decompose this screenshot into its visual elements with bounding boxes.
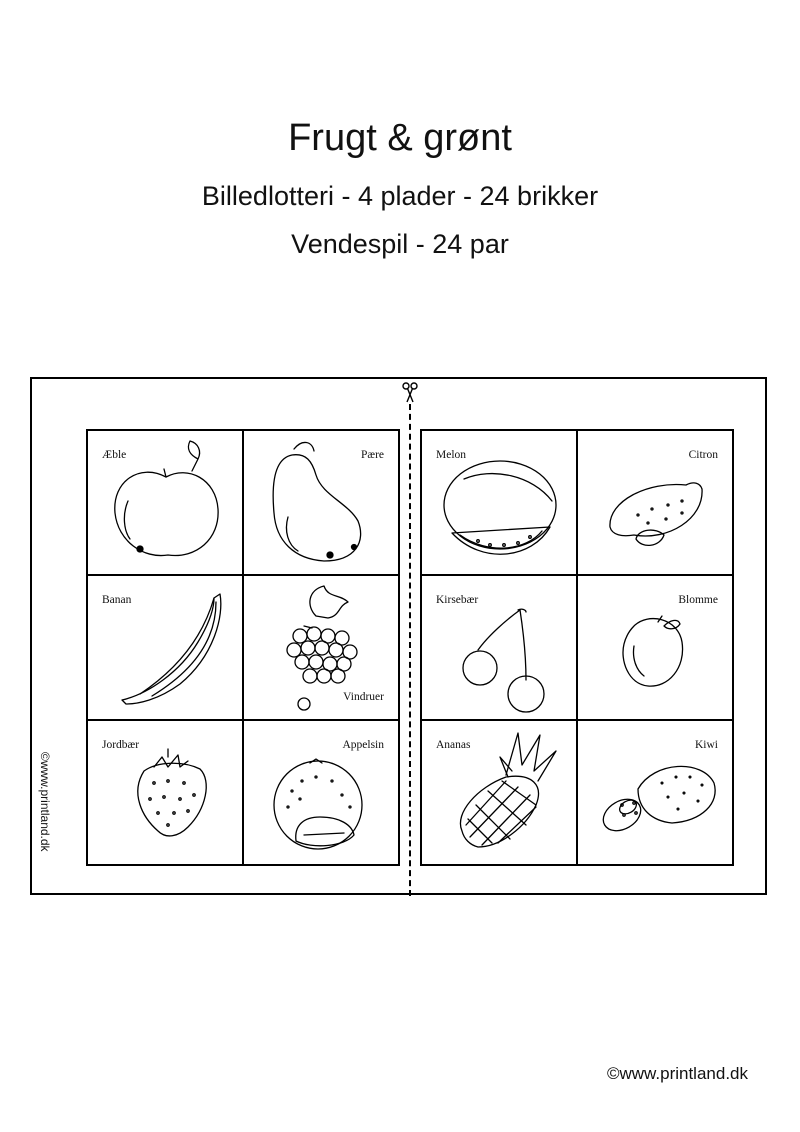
card-label: Blomme xyxy=(678,594,718,606)
grapes-icon xyxy=(244,576,400,721)
scissors-icon xyxy=(400,382,420,406)
card-label: Melon xyxy=(436,449,467,461)
card-grid-left xyxy=(86,429,400,866)
orange-icon xyxy=(244,721,400,866)
card-grapes xyxy=(243,575,399,720)
card-melon xyxy=(421,430,577,575)
strawberry-icon xyxy=(88,721,244,866)
card-label: Æble xyxy=(102,449,127,461)
card-label: Pære xyxy=(361,449,384,461)
card-label: Ananas xyxy=(436,739,471,751)
footer-credit: ©www.printland.dk xyxy=(606,1064,748,1083)
melon-icon xyxy=(422,431,578,576)
card-label: Citron xyxy=(688,449,718,461)
subtitle-memory-game: Vendespil - 24 par xyxy=(291,229,509,259)
plum-icon xyxy=(578,576,734,721)
pear-icon xyxy=(244,431,400,576)
card-label: Jordbær xyxy=(102,739,140,751)
card-grid-right xyxy=(420,429,734,866)
card-kiwi xyxy=(577,720,733,865)
card-pear xyxy=(243,430,399,575)
banana-icon xyxy=(88,576,244,721)
card-pineapple xyxy=(421,720,577,865)
card-strawberry xyxy=(87,720,243,865)
side-credit: ©www.printland.dk xyxy=(38,752,52,852)
cherries-icon xyxy=(422,576,578,721)
subtitle-lottery: Billedlotteri - 4 plader - 24 brikker xyxy=(201,181,599,211)
lemon-icon xyxy=(578,431,734,576)
card-lemon xyxy=(577,430,733,575)
page-title: Frugt & grønt xyxy=(288,117,512,159)
card-orange xyxy=(243,720,399,865)
cut-line xyxy=(409,404,411,896)
card-label: Appelsin xyxy=(342,739,384,751)
card-banana xyxy=(87,575,243,720)
kiwi-icon xyxy=(578,721,734,866)
apple-icon xyxy=(88,431,244,576)
card-plum xyxy=(577,575,733,720)
card-label: Kiwi xyxy=(695,739,718,751)
card-label: Banan xyxy=(102,594,132,606)
card-label: Kirsebær xyxy=(436,594,479,606)
pineapple-icon xyxy=(422,721,578,866)
card-cherries xyxy=(421,575,577,720)
card-apple xyxy=(87,430,243,575)
card-label: Vindruer xyxy=(343,691,384,703)
